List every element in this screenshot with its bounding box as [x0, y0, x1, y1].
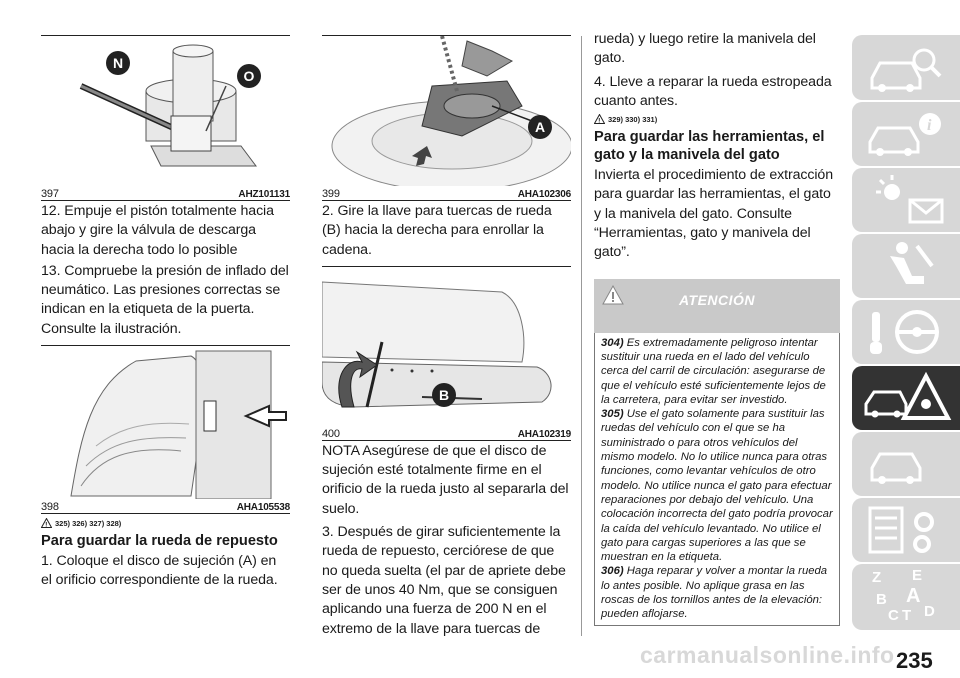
column-2: [322, 0, 571, 639]
warning-triangle-icon: [594, 114, 605, 124]
tab-emergency-active[interactable]: [852, 366, 960, 430]
tab-car-info[interactable]: [852, 102, 960, 166]
step-2: 2. Gire la llave para tuercas de rueda (B) hacia la derecha para enrollar la cadena.: [322, 203, 552, 258]
figure-number: 400: [322, 427, 340, 440]
airbag-seat-icon: [862, 236, 952, 296]
index-letter: C: [888, 607, 899, 624]
watermark: carmanualsonline.info: [640, 642, 895, 668]
door-label-illustration: [41, 346, 290, 499]
warning-reference-numbers: 325) 326) 327) 328): [55, 518, 122, 528]
tab-car-service[interactable]: [852, 432, 960, 496]
warning-text: Es extremadamente peligroso intentar sustituir una rueda en el lado del vehículo cerca del carril de circulación: asegurarse de que el vehículo esté suficientemente lejos de la carretera, para evitar ser investido.: [601, 336, 826, 406]
jack-valve-illustration: [41, 36, 290, 186]
atencion-header: [594, 279, 840, 333]
warning-reference-numbers: 329) 330) 331): [608, 114, 658, 124]
warning-304: [601, 336, 833, 407]
column-3: [594, 30, 840, 626]
step-1: 1. Coloque el disco de sujeción (A) en el orificio correspondiente de la rueda.: [41, 553, 278, 589]
step-4: 4. Lleve a reparar la rueda estropeada cuanto antes.: [594, 73, 832, 109]
figure-number: 398: [41, 501, 59, 514]
key-steering-icon: [862, 302, 952, 362]
section-heading: Para guardar la rueda de repuesto: [41, 533, 278, 550]
callout-b: B: [432, 383, 456, 407]
warning-triangle-icon: [41, 518, 52, 528]
figure-code: AHA102319: [517, 428, 571, 440]
svg-text:!: !: [45, 522, 48, 529]
car-info-icon: [862, 104, 952, 164]
index-letter: E: [912, 567, 923, 584]
column-separator: [306, 36, 307, 636]
figure-399-caption: [322, 186, 571, 201]
callout-o: O: [237, 64, 261, 88]
figure-399: [322, 36, 571, 186]
step-3: 3. Después de girar suficientemente la rueda de repuesto, cerciórese de que no queda suelta (el par de apriete debe ser de unos 40 Nm, que se consiguen aplicando una fuerza de 200 N en el extremo de la llave para tuercas de: [322, 524, 566, 637]
atencion-body: [594, 333, 840, 626]
figure-398: [41, 346, 290, 499]
step-3-continued: rueda) y luego retire la manivela del gato.: [594, 31, 816, 67]
car-service-icon: [862, 434, 952, 494]
page-number: 235: [896, 648, 933, 673]
atencion-box: [594, 279, 840, 626]
warning-references: [594, 114, 840, 124]
figure-number: 397: [41, 188, 59, 200]
settings-list-icon: [862, 500, 952, 560]
tab-lights-mail[interactable]: [852, 168, 960, 232]
lights-mail-icon: [862, 170, 952, 230]
step-12: 12. Empuje el pistón totalmente hacia abajo y gire la válvula de descarga hacia la derecha todo lo posible: [41, 203, 274, 258]
index-letter: T: [902, 607, 912, 624]
figure-number: 399: [322, 188, 340, 200]
warning-number: 304): [601, 336, 624, 349]
tab-settings-list[interactable]: [852, 498, 960, 562]
warning-text: Haga reparar y volver a montar la rueda lo antes posible. No aplique grasa en las roscas de los tornillos antes de la elevación: pueden aflojarse.: [601, 565, 828, 621]
index-letter: D: [924, 603, 935, 620]
alphabet-index-icon: [872, 569, 942, 625]
warning-306: [601, 564, 833, 621]
figure-398-caption: [41, 499, 290, 514]
index-letter: A: [906, 585, 921, 607]
callout-n: N: [106, 51, 130, 75]
warning-305: [601, 407, 833, 564]
tab-airbag-seat[interactable]: [852, 234, 960, 298]
car-search-icon: [862, 38, 952, 98]
column-separator: [581, 36, 582, 636]
callout-a: A: [528, 115, 552, 139]
section-heading: Para guardar las herramientas, el gato y la manivela del gato: [594, 129, 825, 164]
figure-400: [322, 267, 571, 426]
tab-car-search[interactable]: [852, 35, 960, 100]
step-13: 13. Compruebe la presión de inflado del neumático. Las presiones correctas se indican en la etiqueta de la puerta. Consulte la ilustración.: [41, 262, 289, 337]
atencion-title: ATENCIÓN: [678, 291, 756, 308]
figure-code: AHZ101131: [238, 189, 290, 200]
storage-paragraph: Invierta el procedimiento de extracción para guardar las herramientas, el gato y la manivela del gato. Consulte “Herramientas, gato y manivela del gato”.: [594, 167, 833, 261]
figure-400-caption: [322, 426, 571, 441]
warning-text: Use el gato solamente para sustituir las ruedas del vehículo con el que se ha suministrado o para otros vehículos del mismo modelo. No lo utilice nunca para otras funciones, como levantar vehículos de otro modelo. No utilice nunca el gato para efectuar reparaciones por debajo del vehículo. Una colocación incorrecta del gato podría provocar la caída del vehículo levantado. No utilice el gato para cargas superiores a las que se muestran en la etiqueta.: [601, 408, 833, 564]
index-letter: B: [876, 591, 887, 608]
car-warning-icon: [862, 368, 952, 428]
figure-code: AHA105538: [236, 502, 290, 514]
tab-alphabet-index[interactable]: [852, 564, 960, 630]
svg-text:!: !: [598, 118, 601, 125]
index-letter: Z: [872, 569, 882, 586]
warning-number: 306): [601, 565, 624, 578]
warning-number: 305): [601, 408, 624, 421]
tab-key-steering[interactable]: [852, 300, 960, 364]
spare-wheel-plate-illustration: [322, 36, 571, 186]
warning-references: [41, 518, 290, 528]
svg-text:i: i: [927, 117, 932, 134]
nota-paragraph: NOTA Asegúrese de que el disco de sujeción esté totalmente firme en el orificio de la rueda justo al separarla del suelo.: [322, 442, 569, 517]
figure-397-caption: [41, 186, 290, 201]
figure-397: [41, 36, 290, 186]
column-1: [41, 0, 290, 591]
figure-code: AHA102306: [517, 189, 571, 200]
